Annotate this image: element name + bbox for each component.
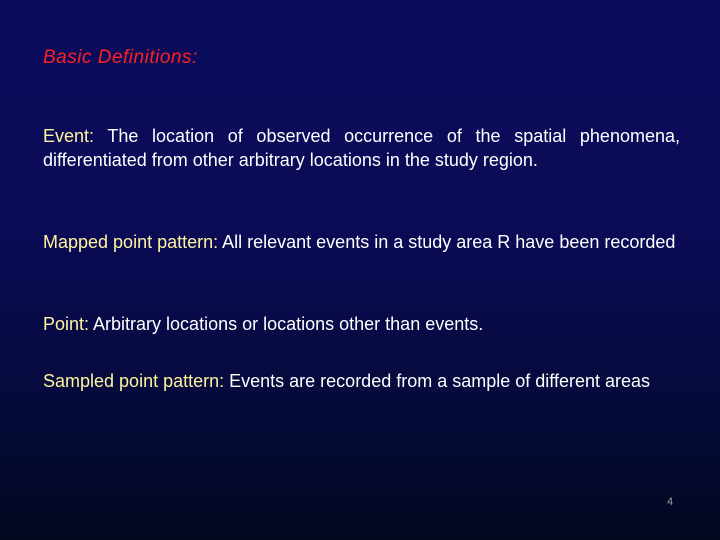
definition-term: Mapped point pattern: xyxy=(43,232,219,252)
definition-term: Sampled point pattern: xyxy=(43,371,225,391)
definition-point xyxy=(43,312,680,336)
definition-text: The location of observed occurrence of the spatial phenomena, differentiated from other arbitrary locations in the study region. xyxy=(43,126,680,170)
definition-mapped-point-pattern xyxy=(43,230,680,254)
definition-text: Arbitrary locations or locations other than events. xyxy=(89,314,484,334)
definition-text: Events are recorded from a sample of different areas xyxy=(224,371,651,391)
definition-term: Event: xyxy=(43,126,95,146)
definition-term: Point: xyxy=(43,314,90,334)
page-number: 4 xyxy=(667,496,674,508)
definition-text: All relevant events in a study area R have been recorded xyxy=(218,232,676,252)
definition-sampled-point-pattern xyxy=(43,369,680,393)
definition-event xyxy=(43,124,680,172)
slide-title: Basic Definitions: xyxy=(43,47,198,68)
